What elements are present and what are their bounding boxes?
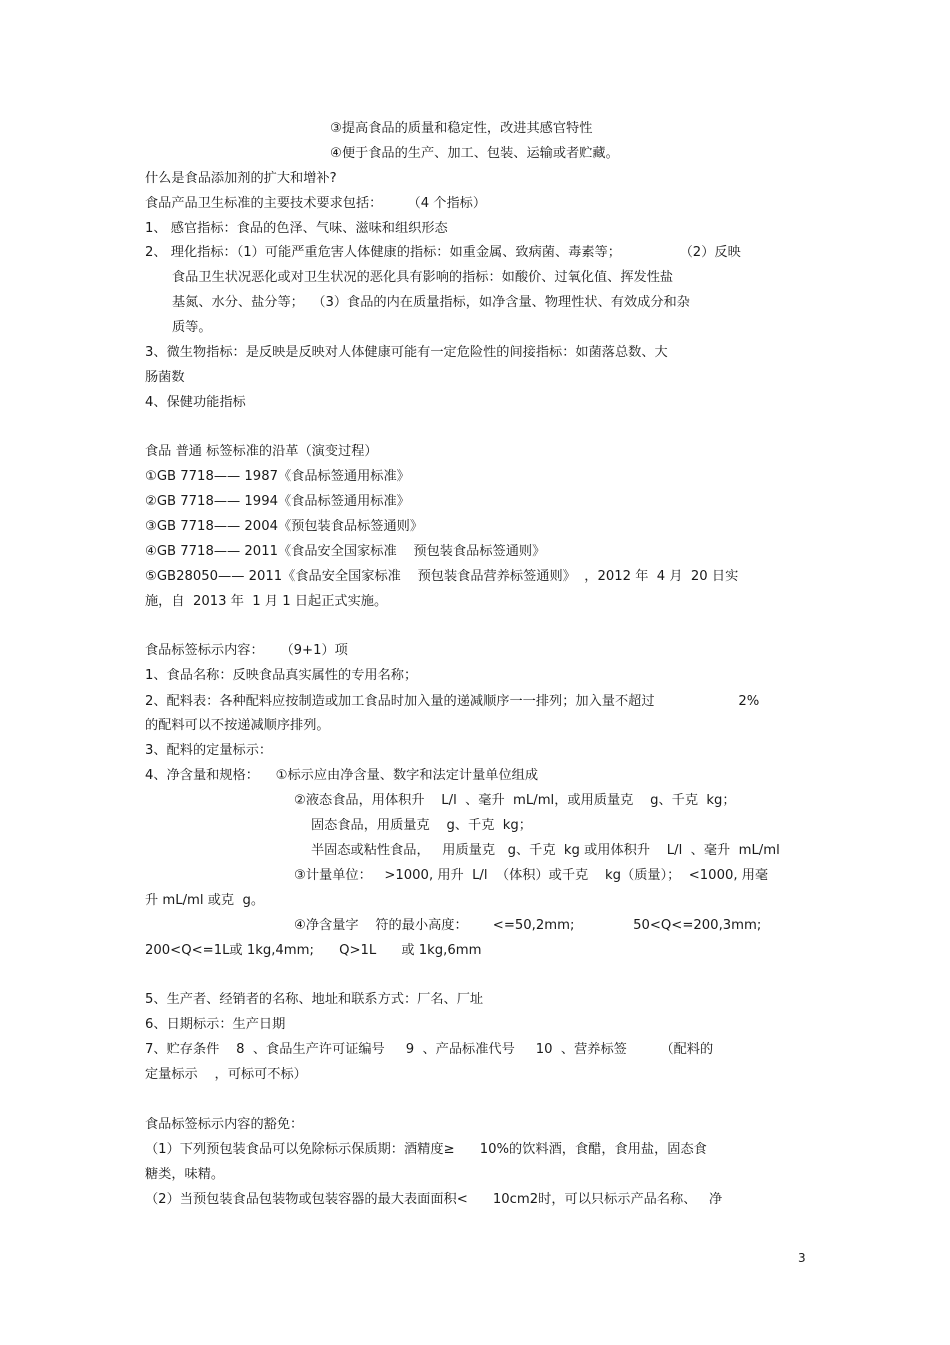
text-line: ④净含量字 符的最小高度： <=50,2mm; 50<Q<=200,3mm; — [294, 918, 762, 933]
text-line: 食品卫生状况恶化或对卫生状况的恶化具有影响的指标：如酸价、过氧化值、挥发性盐 — [172, 270, 674, 285]
text-line: 肠菌数 — [145, 370, 185, 385]
text-line: 1、 感官指标：食品的色泽、气味、滋味和组织形态 — [145, 221, 448, 236]
text-line: 7、贮存条件 8 、食品生产许可证编号 9 、产品标准代号 10 、营养标签 （配料的 — [145, 1042, 714, 1057]
page-number: 3 — [798, 1251, 806, 1265]
text-line: ①GB 7718—— 1987《食品标签通用标准》 — [145, 469, 410, 484]
text-line: 1、食品名称：反映食品真实属性的专用名称； — [145, 668, 418, 683]
text-line: （1）下列预包装食品可以免除标示保质期：酒精度≥ 10%的饮料酒，食醋，食用盐，固态食 — [145, 1142, 707, 1157]
text-line: 200<Q<=1L或 1kg,4mm; Q>1L 或 1kg,6mm — [145, 943, 482, 958]
text-line: ③提高食品的质量和稳定性，改进其感官特性 — [330, 121, 593, 136]
section-heading: 食品 普通 标签标准的沿革（演变过程） — [145, 444, 378, 459]
text-line: 糖类，味精。 — [145, 1167, 225, 1182]
section-heading: 食品标签标示内容的豁免： — [145, 1117, 304, 1132]
text-line: 什么是食品添加剂的扩大和增补? — [145, 171, 337, 186]
text-line: ⑤GB28050—— 2011《食品安全国家标准 预包装食品营养标签通则》 ，2012 年 4 月 20 日实 — [145, 569, 739, 584]
text-line: 2、 理化指标：（1）可能严重危害人体健康的指标：如重金属、致病菌、毒素等； （2）反映 — [145, 245, 741, 260]
text-line: 6、日期标示：生产日期 — [145, 1017, 286, 1032]
text-line: ③计量单位： >1000, 用升 L/l （体积）或千克 kg（质量）； <1000, 用毫 — [294, 868, 769, 883]
text-line: 食品产品卫生标准的主要技术要求包括： （4 个指标） — [145, 196, 487, 211]
text-line: 3、微生物指标：是反映是反映对人体健康可能有一定危险性的间接指标：如菌落总数、大 — [145, 345, 668, 360]
text-line: 质等。 — [172, 320, 212, 335]
text-line: 2、配料表：各种配料应按制造或加工食品时加入量的递减顺序一一排列；加入量不超过 2% — [145, 694, 760, 709]
section-heading: 食品标签标示内容： （9+1）项 — [145, 643, 348, 658]
text-line: ④GB 7718—— 2011《食品安全国家标准 预包装食品标签通则》 — [145, 544, 546, 559]
text-line: 固态食品，用质量克 g、千克 kg； — [311, 818, 532, 833]
text-line: （2）当预包装食品包装物或包装容器的最大表面面积< 10cm2时，可以只标示产品名称、 净 — [145, 1192, 723, 1207]
text-line: 施，自 2013 年 1 月 1 日起正式实施。 — [145, 594, 388, 609]
text-line: 基氮、水分、盐分等； （3）食品的内在质量指标，如净含量、物理性状、有效成分和杂 — [172, 295, 690, 310]
text-line: 升 mL/ml 或克 g。 — [145, 893, 265, 908]
text-line: ②GB 7718—— 1994《食品标签通用标准》 — [145, 494, 410, 509]
text-line: ②液态食品，用体积升 L/l 、毫升 mL/ml，或用质量克 g、千克 kg； — [294, 793, 736, 808]
text-line: 4、保健功能指标 — [145, 395, 246, 410]
text-line: ④便于食品的生产、加工、包装、运输或者贮藏。 — [330, 146, 619, 161]
text-line: 的配料可以不按递减顺序排列。 — [145, 718, 330, 733]
text-line: ③GB 7718—— 2004《预包装食品标签通则》 — [145, 519, 424, 534]
text-line: 定量标示 ，可标可不标） — [145, 1067, 307, 1082]
text-line: 4、净含量和规格： ①标示应由净含量、数字和法定计量单位组成 — [145, 768, 539, 783]
text-line: 半固态或粘性食品， 用质量克 g、千克 kg 或用体积升 L/l 、毫升 mL/ml — [311, 843, 780, 858]
text-line: 3、配料的定量标示： — [145, 743, 273, 758]
text-line: 5、生产者、经销者的名称、地址和联系方式：厂名、厂址 — [145, 992, 484, 1007]
